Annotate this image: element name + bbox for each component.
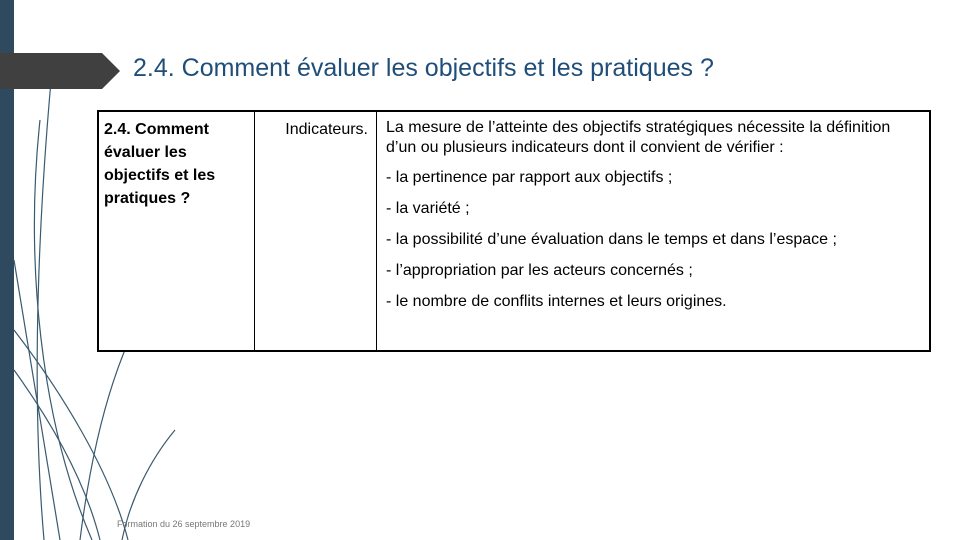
list-item: - la pertinence par rapport aux objectifs ; bbox=[386, 169, 673, 186]
description-cell bbox=[377, 111, 931, 351]
slide-title: 2.4. Comment évaluer les objectifs et les pratiques ? bbox=[133, 54, 714, 82]
section-label-cell bbox=[98, 111, 255, 351]
list-item: - le nombre de conflits internes et leurs origines. bbox=[386, 293, 727, 310]
section-label: 2.4. Comment évaluer les objectifs et les pratiques ? bbox=[104, 121, 216, 207]
content-table bbox=[97, 110, 931, 352]
indicator-label: Indicateurs. bbox=[285, 121, 368, 138]
intro-text: La mesure de l’atteinte des objectifs stratégiques nécessite la définition d’un ou plusieurs indicateurs dont il convient de vérifier : bbox=[386, 119, 891, 156]
table-row bbox=[98, 111, 930, 351]
indicator-cell bbox=[255, 111, 377, 351]
list-item: - l’appropriation par les acteurs concernés ; bbox=[386, 262, 693, 279]
criteria-list bbox=[386, 168, 923, 323]
list-item: - la variété ; bbox=[386, 200, 470, 217]
list-item: - la possibilité d’une évaluation dans le temps et dans l’espace ; bbox=[386, 231, 837, 248]
footer-text: Formation du 26 septembre 2019 bbox=[117, 519, 251, 529]
title-arrow-shape bbox=[0, 53, 120, 89]
